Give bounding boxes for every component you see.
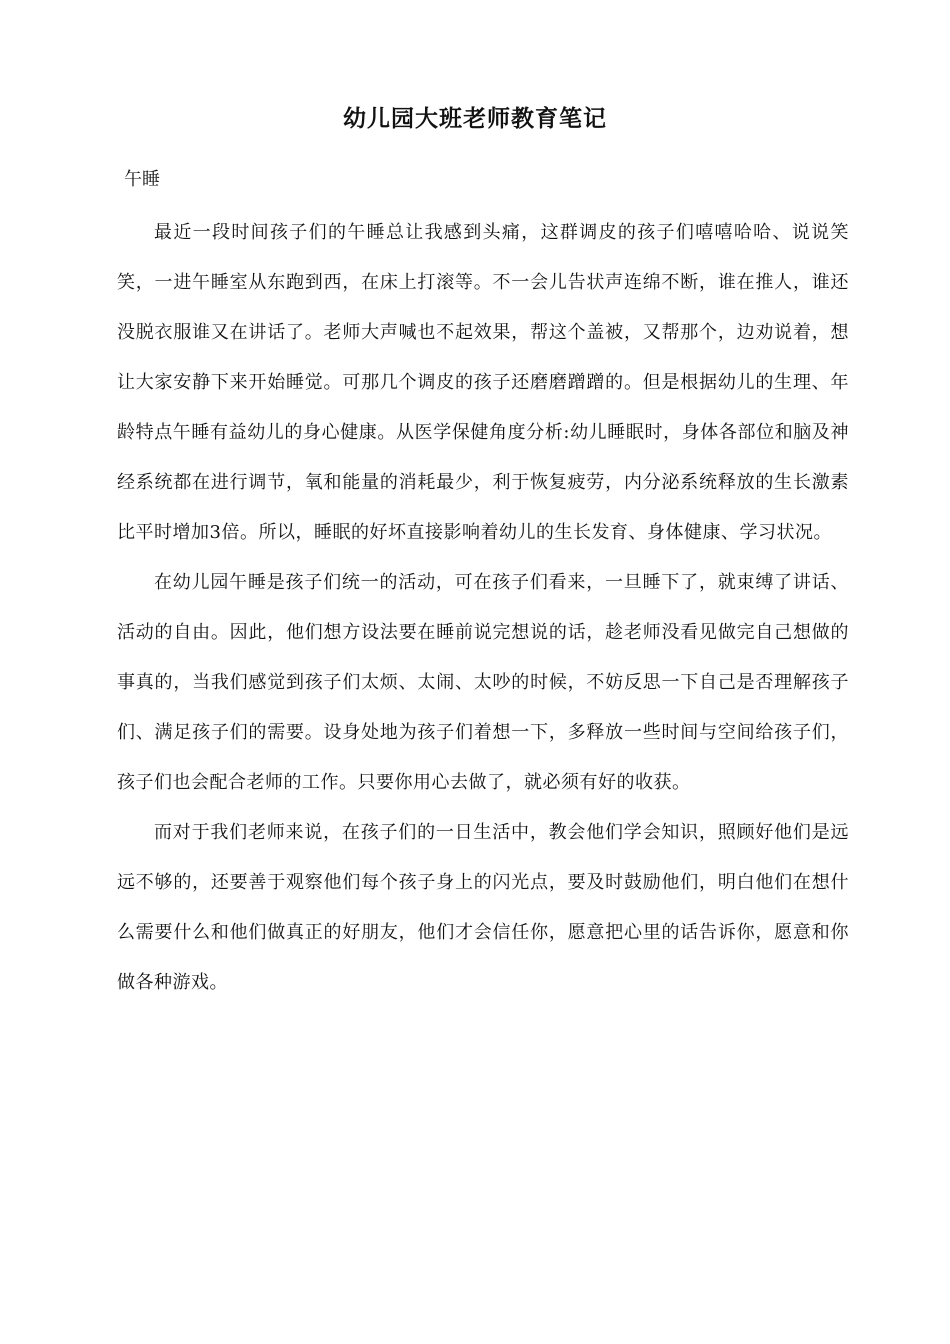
body-paragraph-3: 而对于我们老师来说，在孩子们的一日生活中，教会他们学会知识，照顾好他们是远远不够的，还要善于观察他们每个孩子身上的闪光点，要及时鼓励他们，明白他们在想什么需要什么和他们做真正的好朋友，他们才会信任你，愿意把心里的话告诉你，愿意和你做各种游戏。	[117, 822, 849, 993]
body-paragraph-1: 最近一段时间孩子们的午睡总让我感到头痛，这群调皮的孩子们嘻嘻哈哈、说说笑笑，一进午睡室从东跑到西，在床上打滚等。不一会儿告状声连绵不断，谁在推人，谁还没脱衣服谁又在讲话了。老师大声喊也不起效果，帮这个盖被，又帮那个，边劝说着，想让大家安静下来开始睡觉。可那几个调皮的孩子还磨磨蹭蹭的。但是根据幼儿的生理、年龄特点午睡有益幼儿的身心健康。从医学保健角度分析:幼儿睡眠时，身体各部位和脑及神经系统都在进行调节，氧和能量的消耗最少，利于恢复疲劳，内分泌系统释放的生长激素比平时增加3倍。所以，睡眠的好坏直接影响着幼儿的生长发育、身体健康、学习状况。	[117, 222, 849, 543]
document-title: 幼儿园大班老师教育笔记	[343, 106, 607, 132]
body-paragraph-2: 在幼儿园午睡是孩子们统一的活动，可在孩子们看来，一旦睡下了，就束缚了讲话、活动的自由。因此，他们想方设法要在睡前说完想说的话，趁老师没看见做完自己想做的事真的，当我们感觉到孩子们太烦、太闹、太吵的时候，不妨反思一下自己是否理解孩子们、满足孩子们的需要。设身处地为孩子们着想一下，多释放一些时间与空间给孩子们，孩子们也会配合老师的工作。只要你用心去做了，就必须有好的收获。	[117, 572, 849, 793]
section-heading: 午睡	[124, 169, 160, 190]
document-body	[117, 208, 849, 1008]
